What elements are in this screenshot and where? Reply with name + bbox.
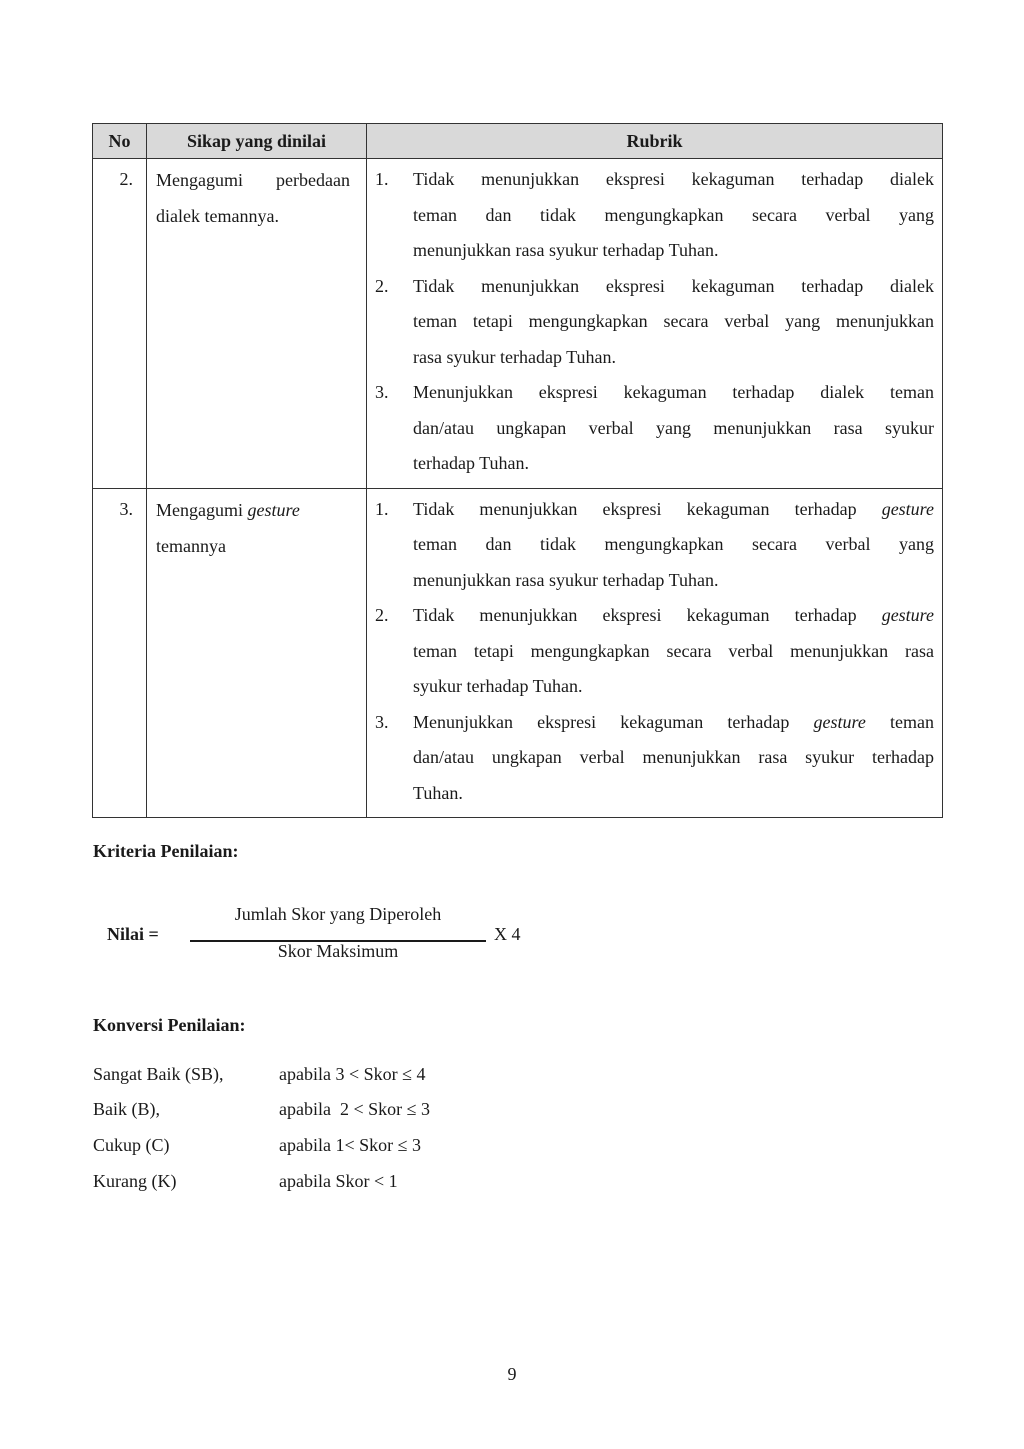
rubrik-item-number: 2. [375, 605, 389, 625]
konversi-heading: Konversi Penilaian: [93, 1015, 246, 1035]
konversi-label: Kurang (K) [93, 1171, 177, 1191]
formula-multiplier: X 4 [494, 924, 521, 944]
italic-term: gesture [813, 711, 866, 732]
konversi-label: Cukup (C) [93, 1135, 170, 1155]
table-row [93, 159, 943, 489]
row-number: 2. [93, 159, 147, 489]
rubrik-item-number: 1. [375, 169, 389, 189]
formula-denominator: Skor Maksimum [277, 941, 399, 961]
header-rubrik: Rubrik [367, 124, 943, 159]
rubrik-line: teman dan tidak mengungkapkan secara verbal yang [413, 534, 934, 554]
rubrik-line: teman dan tidak mengungkapkan secara verbal yang [413, 204, 934, 225]
header-sikap: Sikap yang dinilai [147, 124, 367, 159]
rubrik-line: menunjukkan rasa syukur terhadap Tuhan. [413, 569, 719, 590]
page-number: 9 [507, 1364, 517, 1384]
rubrik-item [375, 598, 934, 705]
konversi-label: Sangat Baik (SB), [93, 1064, 224, 1084]
rubrik-item-number: 3. [375, 382, 389, 402]
italic-term: gesture [881, 498, 935, 519]
header-no: No [93, 124, 147, 159]
rubrik-item [375, 375, 934, 482]
rubrik-item-number: 1. [375, 498, 389, 519]
rubrik-item [375, 705, 934, 812]
formula-label: Nilai = [107, 924, 159, 944]
rubrik-line: syukur terhadap Tuhan. [413, 676, 583, 696]
table-row [93, 488, 943, 818]
rubrik-line: dan/atau ungkapan verbal menunjukkan rasa syukur terhadap [413, 747, 934, 767]
konversi-condition: apabila 3 < Skor ≤ 4 [279, 1064, 426, 1084]
rubrik-item [375, 162, 934, 269]
kriteria-heading: Kriteria Penilaian: [93, 841, 239, 861]
rubrik-item-number: 3. [375, 711, 389, 732]
rubrik-line: Tidak menunjukkan ekspresi kekaguman terhadap gesture [413, 498, 935, 519]
sikap-cell [147, 488, 367, 818]
rubrik-line: dan/atau ungkapan verbal yang menunjukkan rasa syukur [413, 417, 934, 438]
rubrik-line: rasa syukur terhadap Tuhan. [413, 346, 616, 367]
row-number: 3. [93, 488, 147, 818]
rubrik-line: Menunjukkan ekspresi kekaguman terhadap dialek teman [413, 382, 934, 402]
rubrik-line: Tidak menunjukkan ekspresi kekaguman terhadap gesture [413, 605, 935, 625]
konversi-condition: apabila Skor < 1 [279, 1171, 398, 1191]
rubrik-line: teman tetapi mengungkapkan secara verbal yang menunjukkan [413, 311, 934, 331]
rubrik-cell [367, 159, 943, 489]
konversi-condition: apabila 2 < Skor ≤ 3 [279, 1099, 431, 1119]
sikap-text: temannya [156, 535, 226, 556]
rubrik-line: menunjukkan rasa syukur terhadap Tuhan. [413, 240, 719, 260]
rubrik-line: terhadap Tuhan. [413, 453, 529, 473]
rubrik-line: Menunjukkan ekspresi kekaguman terhadap gesture teman [413, 711, 934, 732]
rubrik-line: teman tetapi mengungkapkan secara verbal menunjukkan rasa [413, 640, 934, 661]
rubrik-item [375, 492, 934, 599]
konversi-condition: apabila 1< Skor ≤ 3 [279, 1135, 422, 1155]
rubric-table [92, 123, 943, 818]
formula-numerator: Jumlah Skor yang Diperoleh [234, 904, 442, 924]
rubrik-item [375, 269, 934, 376]
rubrik-line: Tidak menunjukkan ekspresi kekaguman terhadap dialek [413, 169, 934, 189]
table-header-row [93, 124, 943, 159]
sikap-text: Mengagumi [156, 499, 243, 520]
konversi-label: Baik (B), [93, 1099, 160, 1119]
rubrik-item-number: 2. [375, 275, 389, 296]
rubrik-line: Tuhan. [413, 782, 463, 803]
sikap-cell: Mengagumi perbedaan dialek temannya. [147, 159, 367, 489]
italic-term: gesture [881, 605, 935, 625]
rubrik-line: Tidak menunjukkan ekspresi kekaguman terhadap dialek [413, 275, 934, 296]
sikap-italic-term: gesture [247, 499, 300, 520]
rubrik-cell [367, 488, 943, 818]
